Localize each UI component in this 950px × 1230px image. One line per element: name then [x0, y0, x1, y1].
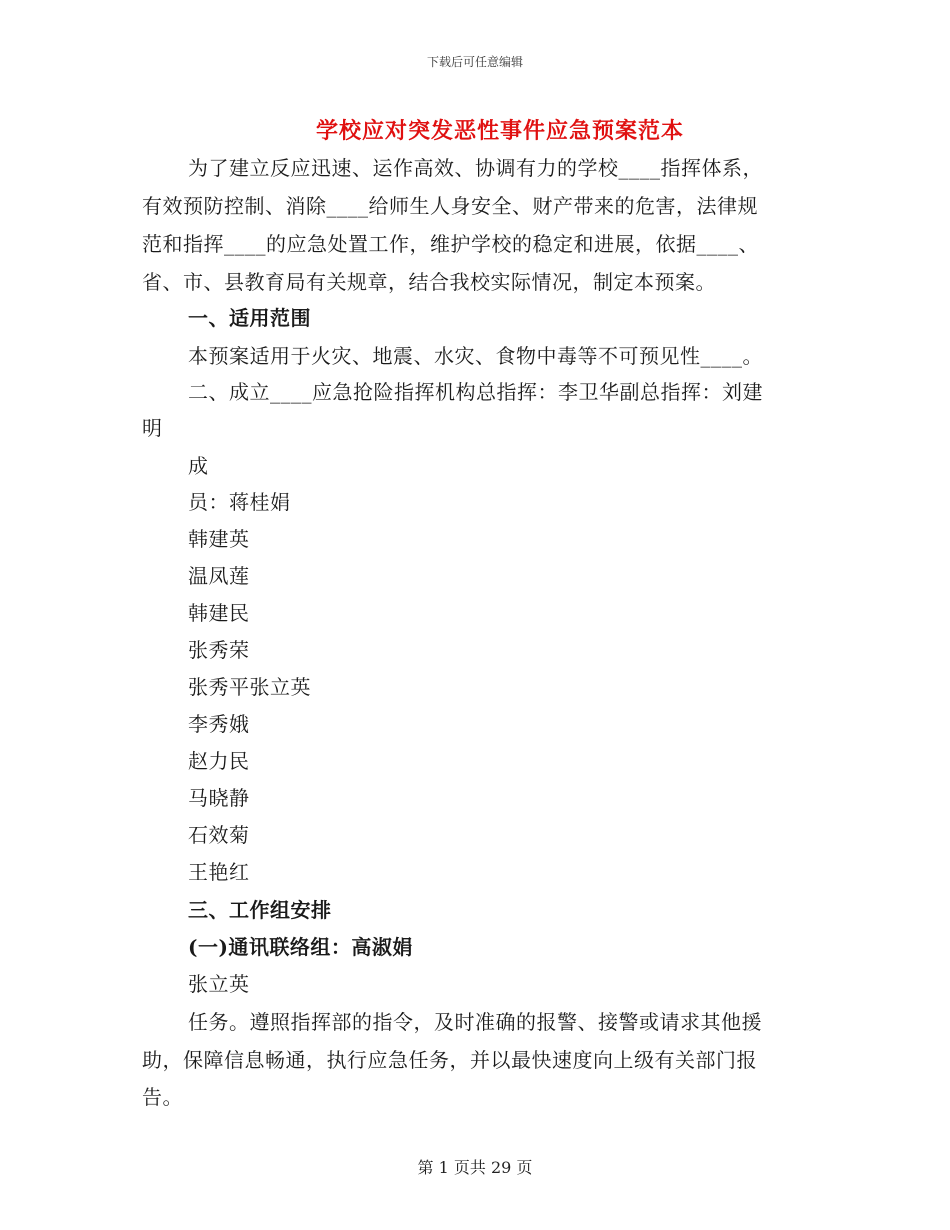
member-item: 张秀荣 [188, 638, 250, 662]
member-item: 韩建英 [188, 527, 250, 551]
member-item: 李秀娥 [188, 712, 250, 736]
section-2-line-2: 明 [142, 416, 163, 440]
intro-line-1: 为了建立反应迅速、运作高效、协调有力的学校____指挥体系， [188, 156, 763, 180]
members-label-2: 员：蒋桂娟 [188, 490, 291, 514]
section-2-line-1: 二、成立____应急抢险指挥机构总指挥：李卫华副总指挥：刘建 [188, 380, 763, 404]
section-3-task-line-1: 任务。遵照指挥部的指令，及时准确的报警、接警或请求其他援 [188, 1010, 762, 1034]
member-item: 韩建民 [188, 601, 250, 625]
section-3-heading: 三、工作组安排 [188, 898, 332, 922]
section-3-member: 张立英 [188, 972, 250, 996]
member-item: 马晓静 [188, 786, 250, 810]
section-3-task-line-3: 告。 [142, 1085, 183, 1109]
page-footer: 第 1 页共 29 页 [417, 1158, 533, 1177]
member-item: 石效菊 [188, 823, 250, 847]
section-3-subheading: (一)通讯联络组：高淑娟 [188, 935, 413, 959]
member-item: 王艳红 [188, 860, 250, 884]
intro-line-2: 有效预防控制、消除____给师生人身安全、财产带来的危害，法律规 [142, 194, 758, 218]
section-3-task-line-2: 助，保障信息畅通，执行应急任务，并以最快速度向上级有关部门报 [142, 1048, 757, 1072]
header-note: 下载后可任意编辑 [426, 55, 523, 69]
intro-line-4: 省、市、县教育局有关规章，结合我校实际情况，制定本预案。 [142, 270, 716, 294]
members-label-1: 成 [188, 454, 209, 478]
member-item: 张秀平张立英 [188, 675, 311, 699]
document-title: 学校应对突发恶性事件应急预案范本 [315, 118, 684, 144]
member-item: 赵力民 [188, 749, 250, 773]
section-1-heading: 一、适用范围 [188, 306, 311, 330]
section-1-text: 本预案适用于火灾、地震、水灾、食物中毒等不可预见性____。 [188, 344, 763, 368]
intro-line-3: 范和指挥____的应急处置工作，维护学校的稳定和进展，依据____、 [142, 232, 759, 256]
member-item: 温凤莲 [188, 564, 250, 588]
